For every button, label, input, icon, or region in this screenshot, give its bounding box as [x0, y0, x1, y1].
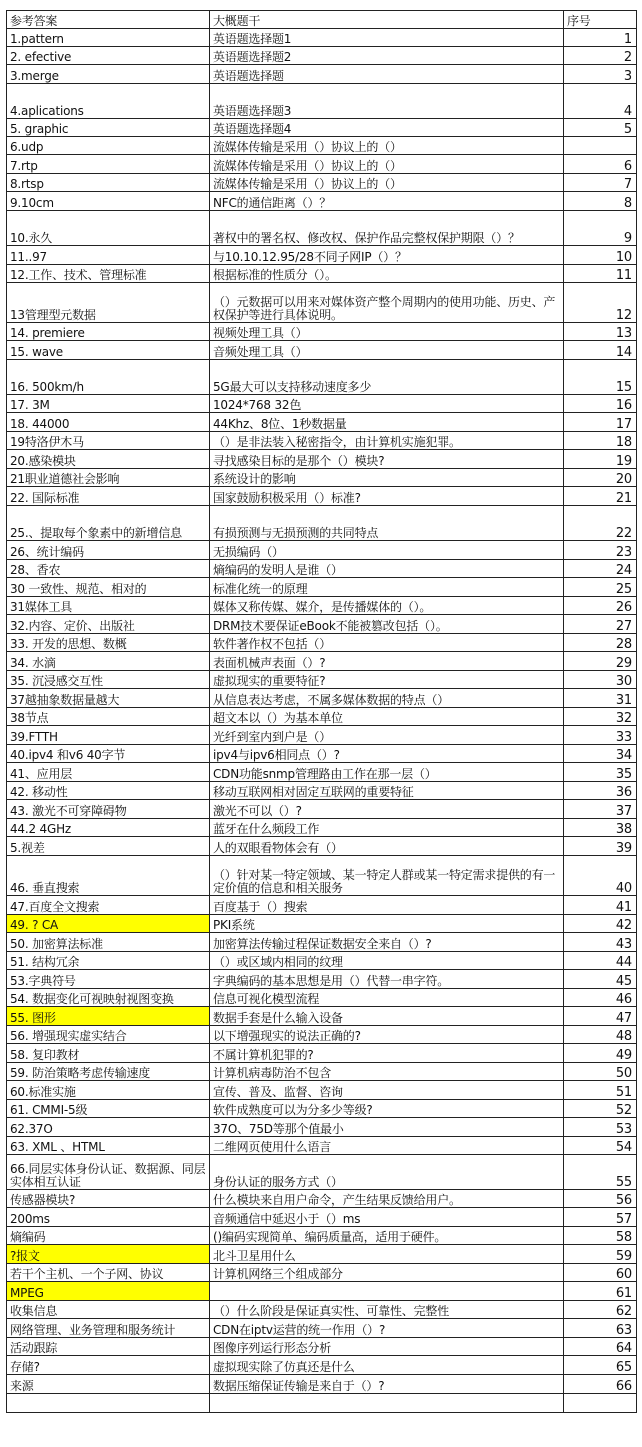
- table-row: [7, 487, 637, 506]
- index-cell: 1: [564, 29, 637, 47]
- answer-cell: 34. 水滴: [7, 652, 210, 671]
- answer-cell: 16. 500km/h: [7, 360, 210, 395]
- stem-cell: 英语题选择题1: [210, 29, 564, 47]
- table-row: [7, 989, 637, 1007]
- header-index: 序号: [564, 11, 637, 29]
- index-cell: 21: [564, 487, 637, 506]
- index-cell: 6: [564, 155, 637, 174]
- stem-cell: （）什么阶段是保证真实性、可靠性、完整性: [210, 1301, 564, 1319]
- answer-cell: 11..97: [7, 246, 210, 265]
- stem-cell: 寻找感染目标的是那个（）模块?: [210, 450, 564, 469]
- answer-cell: 54. 数据变化可视映射视图变换: [7, 989, 210, 1007]
- stem-cell: （）或区域内相同的纹理: [210, 952, 564, 970]
- stem-cell: 流媒体传输是采用（）协议上的（）: [210, 137, 564, 155]
- index-cell: 48: [564, 1026, 637, 1044]
- index-cell: 46: [564, 989, 637, 1007]
- table-row: [7, 1227, 637, 1245]
- table-row: [7, 819, 637, 837]
- table-row: [7, 708, 637, 726]
- index-cell: 28: [564, 634, 637, 652]
- table-row: [7, 856, 637, 896]
- index-cell: 18: [564, 432, 637, 450]
- index-cell: 50: [564, 1063, 637, 1081]
- answer-cell: 49. ? CA: [7, 915, 210, 933]
- table-row: [7, 469, 637, 487]
- answer-cell: 47.百度全文搜索: [7, 896, 210, 915]
- answer-cell: 14. premiere: [7, 323, 210, 341]
- answer-cell: 15. wave: [7, 341, 210, 360]
- answer-cell: 25.、提取每个象素中的新增信息: [7, 506, 210, 541]
- stem-cell: 37O、75D等那个值最小: [210, 1118, 564, 1137]
- stem-cell: ipv4与ipv6相同点（）?: [210, 745, 564, 763]
- index-cell: 35: [564, 763, 637, 782]
- index-cell: 14: [564, 341, 637, 360]
- table-row: [7, 1100, 637, 1118]
- answer-cell: 网络管理、业务管理和服务统计: [7, 1319, 210, 1338]
- table-row: [7, 323, 637, 341]
- empty-cell: [564, 1394, 637, 1413]
- answer-cell: 56. 增强现实虚实结合: [7, 1026, 210, 1044]
- answer-cell: 63. XML 、HTML: [7, 1137, 210, 1155]
- index-cell: 53: [564, 1118, 637, 1137]
- table-row: [7, 211, 637, 246]
- index-cell: 33: [564, 726, 637, 745]
- table-row: [7, 1137, 637, 1155]
- answer-cell: 61. CMMI-5级: [7, 1100, 210, 1118]
- table-row: [7, 1044, 637, 1063]
- answer-cell: 7.rtp: [7, 155, 210, 174]
- stem-cell: 视频处理工具（）: [210, 323, 564, 341]
- table-row: [7, 450, 637, 469]
- table-row: [7, 652, 637, 671]
- stem-cell: NFC的通信距离（）？: [210, 192, 564, 211]
- answer-table-body: [7, 11, 637, 1413]
- answer-cell: 传感器模块?: [7, 1190, 210, 1208]
- answer-cell: 6.udp: [7, 137, 210, 155]
- answer-cell: 51. 结构冗余: [7, 952, 210, 970]
- answer-cell: 32.内容、定价、出版社: [7, 615, 210, 634]
- stem-cell: 流媒体传输是采用（）协议上的（）: [210, 174, 564, 192]
- answer-cell: 4.aplications: [7, 84, 210, 119]
- table-row: [7, 432, 637, 450]
- index-cell: 29: [564, 652, 637, 671]
- index-cell: 45: [564, 970, 637, 989]
- table-row: [7, 1081, 637, 1100]
- stem-cell: 系统设计的影响: [210, 469, 564, 487]
- answer-cell: 13管理型元数据: [7, 283, 210, 323]
- table-row: [7, 65, 637, 84]
- stem-cell: 加密算法传输过程保证数据安全来自（）?: [210, 933, 564, 952]
- table-row: [7, 29, 637, 47]
- answer-cell: 39.FTTH: [7, 726, 210, 745]
- table-row: [7, 671, 637, 689]
- stem-cell: 什么模块来自用户命令，产生结果反馈给用户。: [210, 1190, 564, 1208]
- stem-cell: PKI系统: [210, 915, 564, 933]
- stem-cell: 英语题选择题: [210, 65, 564, 84]
- table-row: [7, 615, 637, 634]
- index-cell: 11: [564, 265, 637, 283]
- stem-cell: 以下增强现实的说法正确的?: [210, 1026, 564, 1044]
- index-cell: 44: [564, 952, 637, 970]
- index-cell: 16: [564, 395, 637, 413]
- table-row: [7, 360, 637, 395]
- stem-cell: 媒体又称传媒、媒介，是传播媒体的（）。: [210, 597, 564, 615]
- answer-cell: 12.工作、技术、管理标准: [7, 265, 210, 283]
- table-row: [7, 341, 637, 360]
- index-cell: 12: [564, 283, 637, 323]
- index-cell: 62: [564, 1301, 637, 1319]
- stem-cell: 5G最大可以支持移动速度多少: [210, 360, 564, 395]
- answer-cell: 30 一致性、规范、相对的: [7, 578, 210, 597]
- index-cell: 66: [564, 1375, 637, 1394]
- answer-cell: 3.merge: [7, 65, 210, 84]
- index-cell: 26: [564, 597, 637, 615]
- index-cell: 17: [564, 413, 637, 432]
- stem-cell: 人的双眼看物体会有（）: [210, 837, 564, 856]
- answer-cell: 8.rtsp: [7, 174, 210, 192]
- answer-cell: MPEG: [7, 1282, 210, 1301]
- stem-cell: 根据标准的性质分（）。: [210, 265, 564, 283]
- answer-table: [6, 10, 637, 1413]
- table-row: [7, 726, 637, 745]
- empty-cell: [210, 1394, 564, 1413]
- stem-cell: （）是非法装入秘密指令，由计算机实施犯罪。: [210, 432, 564, 450]
- table-row: [7, 1245, 637, 1264]
- stem-cell: 蓝牙在什么频段工作: [210, 819, 564, 837]
- empty-cell: [7, 1394, 210, 1413]
- answer-cell: 60.标准实施: [7, 1081, 210, 1100]
- index-cell: 10: [564, 246, 637, 265]
- index-cell: 40: [564, 856, 637, 896]
- table-row: [7, 915, 637, 933]
- table-row: [7, 1282, 637, 1301]
- index-cell: 55: [564, 1155, 637, 1190]
- table-row: [7, 506, 637, 541]
- table-row: [7, 745, 637, 763]
- table-row: [7, 634, 637, 652]
- answer-cell: 存储?: [7, 1356, 210, 1375]
- answer-cell: 20.感染模块: [7, 450, 210, 469]
- index-cell: 49: [564, 1044, 637, 1063]
- stem-cell: 英语题选择题3: [210, 84, 564, 119]
- answer-cell: 58. 复印教材: [7, 1044, 210, 1063]
- index-cell: 54: [564, 1137, 637, 1155]
- table-row: [7, 800, 637, 819]
- answer-cell: 38节点: [7, 708, 210, 726]
- answer-cell: 1.pattern: [7, 29, 210, 47]
- index-cell: 13: [564, 323, 637, 341]
- header-stem: 大概题干: [210, 11, 564, 29]
- table-row: [7, 283, 637, 323]
- answer-cell: 9.10cm: [7, 192, 210, 211]
- index-cell: 31: [564, 689, 637, 708]
- table-row: [7, 413, 637, 432]
- empty-row: [7, 1394, 637, 1413]
- table-row: [7, 763, 637, 782]
- index-cell: 3: [564, 65, 637, 84]
- index-cell: 4: [564, 84, 637, 119]
- index-cell: 60: [564, 1264, 637, 1282]
- index-cell: 23: [564, 541, 637, 560]
- table-row: [7, 1301, 637, 1319]
- answer-cell: 21职业道德社会影响: [7, 469, 210, 487]
- table-row: [7, 896, 637, 915]
- index-cell: 38: [564, 819, 637, 837]
- stem-cell: 二维网页使用什么语言: [210, 1137, 564, 1155]
- table-row: [7, 1118, 637, 1137]
- stem-cell: 表面机械声表面（）?: [210, 652, 564, 671]
- table-row: [7, 597, 637, 615]
- answer-cell: ?报文: [7, 1245, 210, 1264]
- answer-cell: 33. 开发的思想、数概: [7, 634, 210, 652]
- index-cell: 2: [564, 47, 637, 65]
- table-row: [7, 155, 637, 174]
- index-cell: 7: [564, 174, 637, 192]
- answer-cell: 200ms: [7, 1208, 210, 1227]
- index-cell: 5: [564, 119, 637, 137]
- index-cell: 30: [564, 671, 637, 689]
- table-row: [7, 1375, 637, 1394]
- index-cell: 59: [564, 1245, 637, 1264]
- index-cell: 24: [564, 560, 637, 578]
- answer-cell: 31媒体工具: [7, 597, 210, 615]
- table-row: [7, 1356, 637, 1375]
- stem-cell: 激光不可以（）?: [210, 800, 564, 819]
- table-row: [7, 1264, 637, 1282]
- index-cell: 9: [564, 211, 637, 246]
- stem-cell: ()编码实现简单、编码质量高，适用于硬件。: [210, 1227, 564, 1245]
- answer-cell: 46. 垂直搜索: [7, 856, 210, 896]
- index-cell: 56: [564, 1190, 637, 1208]
- answer-cell: 来源: [7, 1375, 210, 1394]
- answer-cell: 43. 激光不可穿障碍物: [7, 800, 210, 819]
- index-cell: 52: [564, 1100, 637, 1118]
- stem-cell: CDN功能snmp管理路由工作在那一层（）: [210, 763, 564, 782]
- index-cell: 43: [564, 933, 637, 952]
- table-row: [7, 578, 637, 597]
- table-row: [7, 174, 637, 192]
- stem-cell: DRM技术要保证eBook不能被篡改包括（）。: [210, 615, 564, 634]
- answer-cell: 5.视差: [7, 837, 210, 856]
- index-cell: 41: [564, 896, 637, 915]
- answer-cell: 10.永久: [7, 211, 210, 246]
- stem-cell: 流媒体传输是采用（）协议上的（）: [210, 155, 564, 174]
- table-row: [7, 689, 637, 708]
- index-cell: 19: [564, 450, 637, 469]
- stem-cell: 北斗卫星用什么: [210, 1245, 564, 1264]
- index-cell: 32: [564, 708, 637, 726]
- answer-cell: 42. 移动性: [7, 782, 210, 800]
- table-row: [7, 560, 637, 578]
- table-row: [7, 933, 637, 952]
- index-cell: 8: [564, 192, 637, 211]
- stem-cell: 不属计算机犯罪的?: [210, 1044, 564, 1063]
- answer-cell: 53.字典符号: [7, 970, 210, 989]
- stem-cell: 宣传、普及、监督、咨询: [210, 1081, 564, 1100]
- header-answer: 参考答案: [7, 11, 210, 29]
- stem-cell: 从信息表达考虑，不属多媒体数据的特点（）: [210, 689, 564, 708]
- answer-cell: 44.2 4GHz: [7, 819, 210, 837]
- stem-cell: 数据压缩保证传输是来自于（）?: [210, 1375, 564, 1394]
- table-row: [7, 119, 637, 137]
- table-row: [7, 395, 637, 413]
- stem-cell: 虚拟现实的重要特征?: [210, 671, 564, 689]
- index-cell: 42: [564, 915, 637, 933]
- answer-cell: 18. 44000: [7, 413, 210, 432]
- stem-cell: 44Khz、8位、1秒数据量: [210, 413, 564, 432]
- index-cell: 37: [564, 800, 637, 819]
- stem-cell: 虚拟现实除了仿真还是什么: [210, 1356, 564, 1375]
- answer-cell: 62.37O: [7, 1118, 210, 1137]
- stem-cell: 软件著作权不包括（）: [210, 634, 564, 652]
- answer-cell: 收集信息: [7, 1301, 210, 1319]
- table-row: [7, 1155, 637, 1190]
- table-row: [7, 84, 637, 119]
- answer-cell: 19特洛伊木马: [7, 432, 210, 450]
- stem-cell: 著权中的署名权、修改权、保护作品完整权保护期限（）？: [210, 211, 564, 246]
- table-row: [7, 1026, 637, 1044]
- stem-cell: 国家鼓励积极采用（）标准?: [210, 487, 564, 506]
- table-row: [7, 47, 637, 65]
- stem-cell: 移动互联网相对固定互联网的重要特征: [210, 782, 564, 800]
- stem-cell: （）针对某一特定领域、某一特定人群或某一特定需求提供的有一定价值的信息和相关服务: [210, 856, 564, 896]
- index-cell: 20: [564, 469, 637, 487]
- answer-cell: 55. 图形: [7, 1007, 210, 1026]
- stem-cell: 英语题选择题2: [210, 47, 564, 65]
- table-row: [7, 192, 637, 211]
- stem-cell: 数据手套是什么输入设备: [210, 1007, 564, 1026]
- answer-cell: 41、应用层: [7, 763, 210, 782]
- stem-cell: 有损预测与无损预测的共同特点: [210, 506, 564, 541]
- index-cell: 65: [564, 1356, 637, 1375]
- stem-cell: 与10.10.12.95/28不同子网IP（）？: [210, 246, 564, 265]
- index-cell: [564, 137, 637, 155]
- index-cell: 27: [564, 615, 637, 634]
- table-row: [7, 952, 637, 970]
- stem-cell: 1024*768 32色: [210, 395, 564, 413]
- answer-cell: 17. 3M: [7, 395, 210, 413]
- stem-cell: 软件成熟度可以为分多少等级?: [210, 1100, 564, 1118]
- header-row: [7, 11, 637, 29]
- stem-cell: 音频处理工具（）: [210, 341, 564, 360]
- table-row: [7, 1063, 637, 1081]
- stem-cell: 超文本以（）为基本单位: [210, 708, 564, 726]
- stem-cell: 百度基于（）搜索: [210, 896, 564, 915]
- table-row: [7, 1007, 637, 1026]
- index-cell: 57: [564, 1208, 637, 1227]
- index-cell: 15: [564, 360, 637, 395]
- index-cell: 58: [564, 1227, 637, 1245]
- answer-cell: 37越抽象数据量越大: [7, 689, 210, 708]
- stem-cell: [210, 1282, 564, 1301]
- stem-cell: 计算机网络三个组成部分: [210, 1264, 564, 1282]
- answer-cell: 22. 国际标准: [7, 487, 210, 506]
- table-row: [7, 1208, 637, 1227]
- answer-cell: 28、香农: [7, 560, 210, 578]
- stem-cell: 标准化统一的原理: [210, 578, 564, 597]
- index-cell: 47: [564, 1007, 637, 1026]
- index-cell: 34: [564, 745, 637, 763]
- index-cell: 61: [564, 1282, 637, 1301]
- table-row: [7, 541, 637, 560]
- answer-cell: 50. 加密算法标准: [7, 933, 210, 952]
- answer-cell: 26、统计编码: [7, 541, 210, 560]
- index-cell: 22: [564, 506, 637, 541]
- table-row: [7, 265, 637, 283]
- index-cell: 25: [564, 578, 637, 597]
- stem-cell: CDN在iptv运营的统一作用（）?: [210, 1319, 564, 1338]
- answer-cell: 熵编码: [7, 1227, 210, 1245]
- stem-cell: 光纤到室内到户是（）: [210, 726, 564, 745]
- table-row: [7, 1319, 637, 1338]
- stem-cell: 无损编码（）: [210, 541, 564, 560]
- index-cell: 63: [564, 1319, 637, 1338]
- answer-cell: 35. 沉浸感交互性: [7, 671, 210, 689]
- table-row: [7, 137, 637, 155]
- stem-cell: 计算机病毒防治不包含: [210, 1063, 564, 1081]
- answer-cell: 活动跟踪: [7, 1338, 210, 1356]
- stem-cell: 熵编码的发明人是谁（）: [210, 560, 564, 578]
- stem-cell: （）元数据可以用来对媒体资产整个周期内的使用功能、历史、产权保护等进行具体说明。: [210, 283, 564, 323]
- table-row: [7, 782, 637, 800]
- answer-cell: 若干个主机、一个子网、协议: [7, 1264, 210, 1282]
- stem-cell: 英语题选择题4: [210, 119, 564, 137]
- index-cell: 36: [564, 782, 637, 800]
- index-cell: 51: [564, 1081, 637, 1100]
- answer-cell: 66.同层实体身份认证、数据源、同层实体相互认证: [7, 1155, 210, 1190]
- answer-cell: 40.ipv4 和v6 40字节: [7, 745, 210, 763]
- table-row: [7, 970, 637, 989]
- table-row: [7, 246, 637, 265]
- stem-cell: 图像序列运行形态分析: [210, 1338, 564, 1356]
- stem-cell: 身份认证的服务方式（）: [210, 1155, 564, 1190]
- answer-cell: 59. 防治策略考虑传输速度: [7, 1063, 210, 1081]
- index-cell: 64: [564, 1338, 637, 1356]
- stem-cell: 信息可视化模型流程: [210, 989, 564, 1007]
- stem-cell: 字典编码的基本思想是用（）代替一串字符。: [210, 970, 564, 989]
- table-row: [7, 837, 637, 856]
- answer-cell: 2. efective: [7, 47, 210, 65]
- index-cell: 39: [564, 837, 637, 856]
- stem-cell: 音频通信中延迟小于（）ms: [210, 1208, 564, 1227]
- table-row: [7, 1190, 637, 1208]
- table-row: [7, 1338, 637, 1356]
- answer-cell: 5. graphic: [7, 119, 210, 137]
